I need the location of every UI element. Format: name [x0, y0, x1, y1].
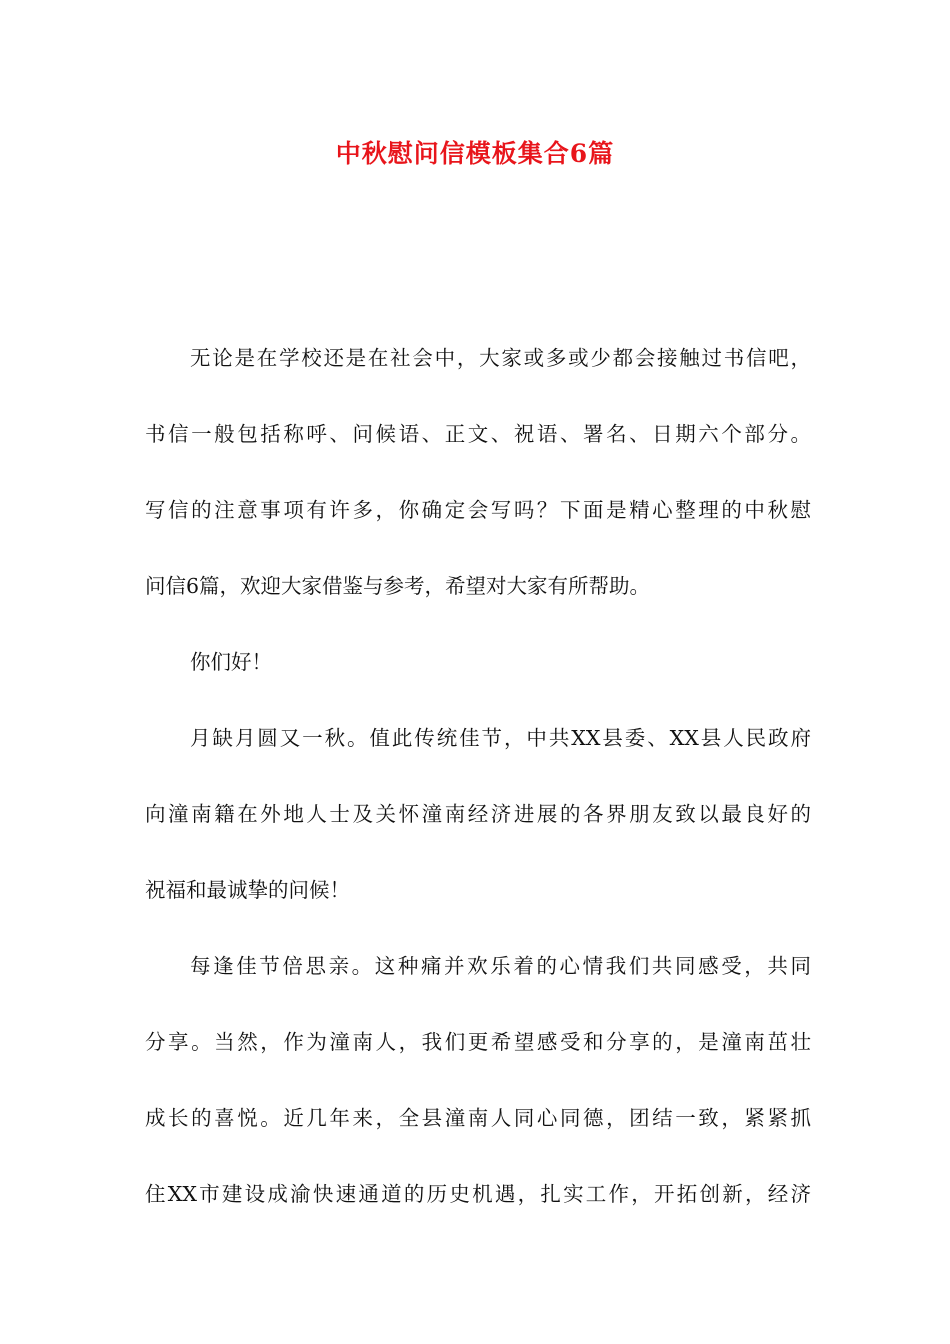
- body-line: 你们好！: [190, 650, 272, 674]
- body-line: 无论是在学校还是在社会中，大家或多或少都会接触过书信吧，: [190, 346, 811, 370]
- body-line: 祝福和最诚挚的问候！: [145, 878, 350, 902]
- body-line: 写信的注意事项有许多，你确定会写吗？下面是精心整理的中秋慰: [145, 498, 811, 522]
- body-line: 问信6篇，欢迎大家借鉴与参考，希望对大家有所帮助。: [145, 574, 651, 598]
- body-line: 住XX市建设成渝快速通道的历史机遇，扎实工作，开拓创新，经济: [145, 1182, 811, 1206]
- body-line: 向潼南籍在外地人士及关怀潼南经济进展的各界朋友致以最良好的: [145, 802, 811, 826]
- document-title: 中秋慰问信模板集合6篇: [335, 139, 615, 168]
- document-body: [145, 320, 811, 1232]
- body-line: 书信一般包括称呼、问候语、正文、祝语、署名、日期六个部分。: [145, 422, 811, 446]
- body-line: 分享。当然，作为潼南人，我们更希望感受和分享的，是潼南茁壮: [145, 1030, 811, 1054]
- body-line: 成长的喜悦。近几年来，全县潼南人同心同德，团结一致，紧紧抓: [145, 1106, 811, 1130]
- body-line: 每逢佳节倍思亲。这种痛并欢乐着的心情我们共同感受，共同: [190, 954, 811, 978]
- body-line: 月缺月圆又一秋。值此传统佳节，中共XX县委、XX县人民政府: [190, 726, 811, 750]
